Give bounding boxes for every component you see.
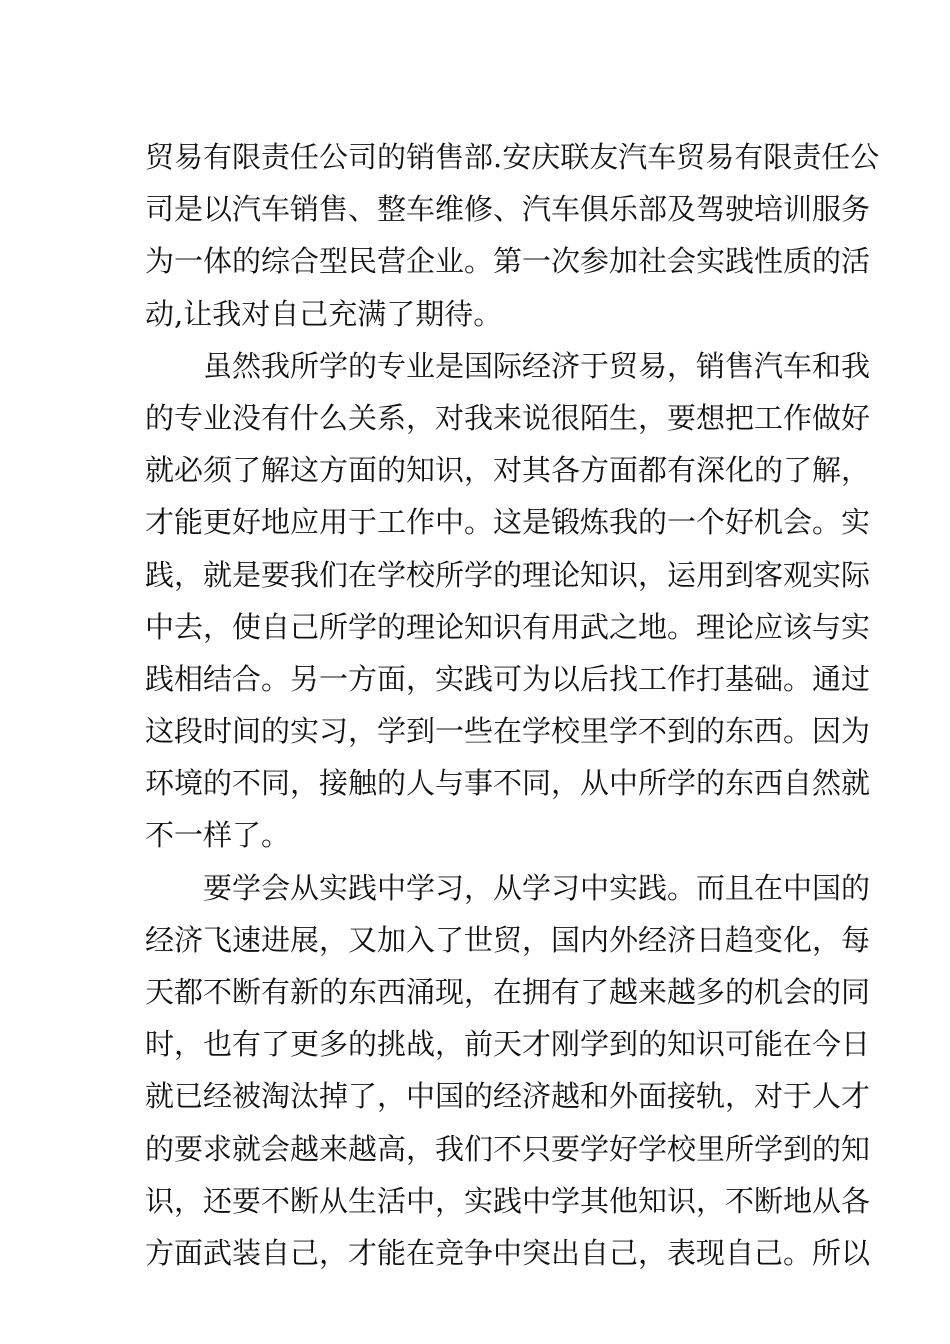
paragraph-1 [145, 131, 880, 340]
text-line: 时，也有了更多的挑战，前天才刚学到的知识可能在今日 [145, 1027, 871, 1062]
text-line: 践相结合。另一方面，实践可为以后找工作打基础。通过 [145, 661, 871, 696]
paragraph-2 [145, 340, 871, 862]
text-line: 践，就是要我们在学校所学的理论知识，运用到客观实际 [145, 557, 871, 592]
text-line: 环境的不同，接触的人与事不同，从中所学的东西自然就 [145, 766, 871, 801]
paragraph-3 [145, 862, 871, 1280]
text-line: 虽然我所学的专业是国际经济于贸易，销售汽车和我 [203, 348, 871, 383]
text-line: 这段时间的实习，学到一些在学校里学不到的东西。因为 [145, 714, 871, 749]
document-body [145, 131, 880, 1279]
text-line: 就已经被淘汰掉了，中国的经济越和外面接轨，对于人才 [145, 1079, 871, 1114]
text-line: 要学会从实践中学习，从学习中实践。而且在中国的 [203, 870, 871, 905]
text-line: 中去，使自己所学的理论知识有用武之地。理论应该与实 [145, 609, 871, 644]
text-line: 不一样了。 [145, 818, 291, 853]
text-line: 为一体的综合型民营企业。第一次参加社会实践性质的活 [145, 244, 871, 279]
text-line: 识，还要不断从生活中，实践中学其他知识，不断地从各 [145, 1183, 871, 1218]
text-line: 才能更好地应用于工作中。这是锻炼我的一个好机会。实 [145, 505, 871, 540]
text-line: 天都不断有新的东西涌现，在拥有了越来越多的机会的同 [145, 975, 871, 1009]
text-line: 动,让我对自己充满了期待。 [145, 296, 503, 331]
text-line: 就必须了解这方面的知识，对其各方面都有深化的了解， [145, 453, 871, 488]
text-line: 司是以汽车销售、整车维修、汽车俱乐部及驾驶培训服务 [145, 192, 871, 227]
text-line: 方面武装自己，才能在竞争中突出自己，表现自己。所以 [145, 1235, 871, 1270]
text-line: 经济飞速进展，又加入了世贸，国内外经济日趋变化，每 [145, 922, 871, 957]
text-line: 的要求就会越来越高，我们不只要学好学校里所学到的知 [145, 1131, 871, 1166]
text-line: 的专业没有什么关系，对我来说很陌生，要想把工作做好 [145, 400, 871, 435]
text-line: 贸易有限责任公司的销售部.安庆联友汽车贸易有限责任公 [145, 140, 880, 174]
